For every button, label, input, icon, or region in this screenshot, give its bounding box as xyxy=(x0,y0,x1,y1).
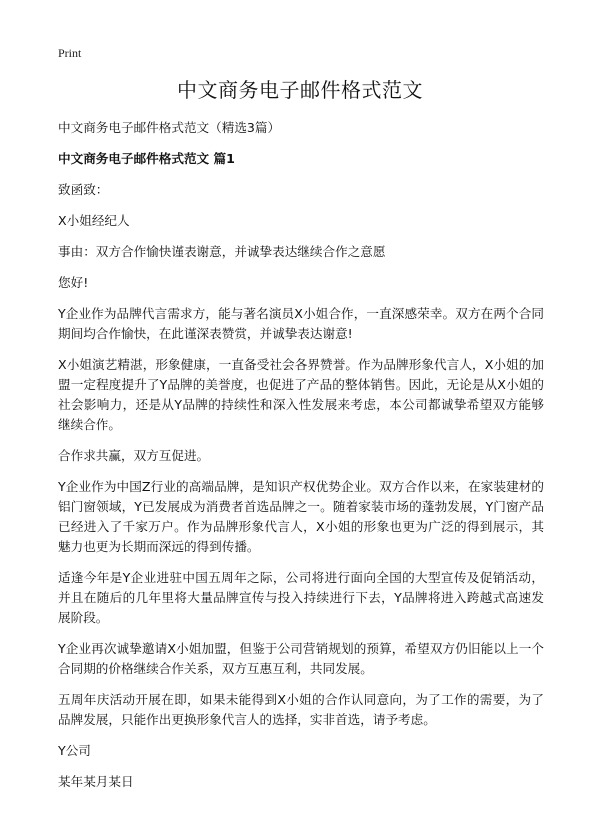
body-paragraph: X小姐演艺精湛，形象健康，一直备受社会各界赞誉。作为品牌形象代言人，X小姐的加盟一定程度提升了Y品牌的美誉度，也促进了产品的整体销售。因此，无论是从X小姐的社会影响力，还是从Y品牌的持续性和深入性发展来考虑，本公司都诚挚希望双方能够继续合作。 xyxy=(58,357,544,432)
page-title: 中文商务电子邮件格式范文 xyxy=(177,78,423,102)
section-heading: 中文商务电子邮件格式范文 篇1 xyxy=(58,151,235,166)
subject-line: 事由：双方合作愉快谨表谢意，并诚挚表达继续合作之意愿 xyxy=(58,244,386,259)
document-subtitle: 中文商务电子邮件格式范文（精选3篇） xyxy=(58,120,281,135)
body-paragraph: 五周年庆活动开展在即，如果未能得到X小姐的合作认同意向，为了工作的需要，为了品牌发展，只能作出更换形象代言人的选择，实非首选，请予考虑。 xyxy=(58,692,544,727)
signature-date: 某年某月某日 xyxy=(58,774,134,789)
salutation-line: 您好! xyxy=(58,275,89,290)
body-paragraph: Y企业作为中国Z行业的高端品牌，是知识产权优势企业。双方合作以来，在家装建材的铝门窗领域，Y已发展成为消费者首选品牌之一。随着家装市场的蓬勃发展，Y门窗产品已经进入了千家万户。作为品牌形象代言人，X小姐的形象也更为广泛的得到展示，其魅力也更为长期而深远的得到传播。 xyxy=(58,479,544,554)
document-body xyxy=(58,118,544,803)
body-paragraph: 合作求共赢，双方互促进。 xyxy=(58,448,210,463)
body-paragraph: Y企业作为品牌代言需求方，能与著名演员X小姐合作，一直深感荣幸。双方在两个合同期间均合作愉快，在此谨深表赞赏，并诚挚表达谢意! xyxy=(58,306,544,341)
greeting-label: 致函致： xyxy=(58,182,109,197)
signature-company: Y公司 xyxy=(58,743,91,758)
body-paragraph: Y企业再次诚挚邀请X小姐加盟，但鉴于公司营销规划的预算，希望双方仍旧能以上一个合同期的价格继续合作关系，双方互惠互利，共同发展。 xyxy=(58,641,544,676)
print-link[interactable]: Print xyxy=(58,46,82,60)
recipient-line: X小姐经纪人 xyxy=(58,213,130,228)
body-paragraph: 适逢今年是Y企业进驻中国五周年之际，公司将进行面向全国的大型宣传及促销活动，并且在随后的几年里将大量品牌宣传与投入持续进行下去，Y品牌将进入跨越式高速发展阶段。 xyxy=(58,570,544,625)
